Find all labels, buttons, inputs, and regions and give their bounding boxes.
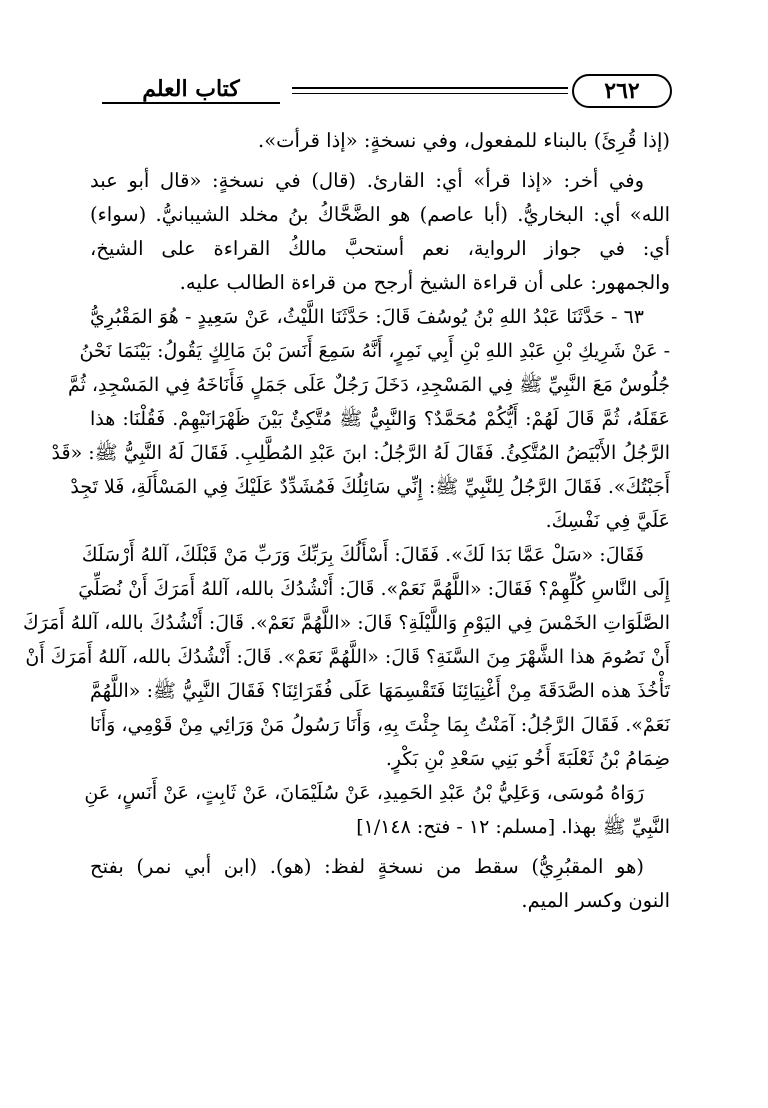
text-line: الرَّجُلُ الأَبْيَضُ المُتَّكِئُ. فَقَالَ لَهُ الرَّجُلُ: ابنَ عَبْدِ المُطَّلِبِ. فَقَالَ لَهُ النَّبِيُّ ﷺ: «قَدْ [51, 442, 670, 464]
text-line: والجمهور: على أن قراءة الشيخ أرجح من قراءة الطالب عليه. [179, 271, 670, 294]
commentary-paragraph [90, 124, 670, 158]
text-line: النَّبِيِّ ﷺ بهذا. [مسلم: ١٢ - فتح: ١/١٤٨] [356, 816, 670, 838]
hadith-paragraph [84, 776, 670, 844]
text-line: النون وكسر الميم. [521, 889, 670, 912]
text-line: جُلُوسٌ مَعَ النَّبِيِّ ﷺ فِي المَسْجِدِ، دَخَلَ رَجُلٌ عَلَى جَمَلٍ فَأَنَاخَهُ فِي المَسْجِدِ، ثُمَّ [67, 374, 670, 396]
text-line: وفي أخر: «إذا قرأ» أي: القارئ. (قال) في نسخةٍ: «قال أبو عبد [90, 169, 644, 192]
text-line: عَلَيَّ فِي نَفْسِكَ. [545, 510, 670, 532]
text-line: ضِمَامُ بْنُ ثَعْلَبَةَ أَخُو بَنِي سَعْدِ بْنِ بَكْرٍ. [385, 748, 670, 770]
page-number: ٢٦٢ [572, 74, 672, 108]
page-content [22, 124, 670, 918]
text-line: رَوَاهُ مُوسَى، وَعَلِيُّ بْنُ عَبْدِ الحَمِيدِ، عَنْ سُلَيْمَانَ، عَنْ ثَابِتٍ، عَنْ أَنَسٍ، عَنِ [84, 782, 644, 804]
hadith-paragraph [22, 538, 670, 776]
text-line: - عَنْ شَرِيكِ بْنِ عَبْدِ اللهِ بْنِ أَبِي نَمِرٍ، أَنَّهُ سَمِعَ أَنَسَ بْنَ مَالِكٍ يَقُولُ: بَيْنَمَا نَحْنُ [79, 340, 670, 362]
text-line: إِلَى النَّاسِ كُلِّهِمْ؟ فَقَالَ: «اللَّهُمَّ نَعَمْ». قَالَ: أَنْشُدُكَ بالله، آللهُ أَمَرَكَ أَنْ نُصَلِّيَ [78, 578, 670, 600]
text-line: عَقَلَهُ، ثُمَّ قَالَ لَهُمْ: أَيُّكُمْ مُحَمَّدٌ؟ وَالنَّبِيُّ ﷺ مُتَّكِئٌ بَيْنَ ظَهْرَانَيْهِمْ. فَقُلْنَا: هذا [90, 408, 670, 430]
page-header [96, 74, 672, 110]
text-line: (إذا قُرِئَ) بالبناء للمفعول، وفي نسخةٍ: «إذا قرأت». [258, 129, 670, 152]
header-rule-left [292, 87, 568, 89]
commentary-paragraph [90, 850, 670, 918]
text-line: أَجَبْتُكَ». فَقَالَ الرَّجُلُ لِلنَّبِيِّ ﷺ: إِنِّي سَائِلُكَ فَمُشَدِّدٌ عَلَيْكَ فِي المَسْأَلَةِ، فَلا تَجِدْ [70, 476, 670, 498]
text-line: الله» أي: البخاريُّ. (أبا عاصم) هو الضَّحَّاكُ بنُ مخلد الشيبانيُّ. (سواء) [90, 203, 670, 226]
text-line: تَأْخُذَ هذه الصَّدَقَةَ مِنْ أَغْنِيَائِنَا فَتَقْسِمَهَا عَلَى فُقَرَائِنَا؟ فَقَالَ النَّبِيُّ ﷺ: «اللَّهُمَّ [90, 680, 670, 702]
commentary-paragraph [90, 164, 670, 300]
text-line: (هو المقبُرِيُّ) سقط من نسخةٍ لفظ: (هو). (ابن أبي نمر) بفتح [90, 855, 644, 878]
hadith-paragraph [51, 300, 670, 538]
text-line: ٦٣ - حَدَّثَنَا عَبْدُ اللهِ بْنُ يُوسُفَ قَالَ: حَدَّثَنَا اللَّيْثُ، عَنْ سَعِيدٍ - هُوَ المَقْبُرِيُّ [90, 306, 644, 328]
text-line: أَنْ نَصُومَ هذا الشَّهْرَ مِنَ السَّنَةِ؟ قَالَ: «اللَّهُمَّ نَعَمْ». قَالَ: أَنْشُدُكَ بالله، آللهُ أَمَرَكَ أَنْ [25, 646, 670, 668]
header-rule-title [102, 102, 280, 104]
book-title: كتاب العلم [142, 76, 240, 102]
header-rule-left-2 [292, 93, 568, 94]
text-line: أي: في جواز الرواية، نعم أستحبَّ مالكُ القراءة على الشيخ، [90, 237, 670, 260]
text-line: فَقَالَ: «سَلْ عَمَّا بَدَا لَكَ». فَقَالَ: أَسْأَلُكَ بِرَبِّكَ وَرَبِّ مَنْ قَبْلَكَ، آللهُ أَرْسَلَكَ [81, 544, 644, 566]
text-line: الصَّلَوَاتِ الخَمْسَ فِي اليَوْمِ وَاللَّيْلَةِ؟ قَالَ: «اللَّهُمَّ نَعَمْ». قَالَ: أَنْشُدُكَ بالله، آللهُ أَمَرَكَ [22, 612, 670, 634]
text-line: نَعَمْ». فَقَالَ الرَّجُلُ: آمَنْتُ بِمَا جِئْتَ بِهِ، وَأَنَا رَسُولُ مَنْ وَرَائِي مِنْ قَوْمِي، وَأَنَا [89, 714, 670, 736]
